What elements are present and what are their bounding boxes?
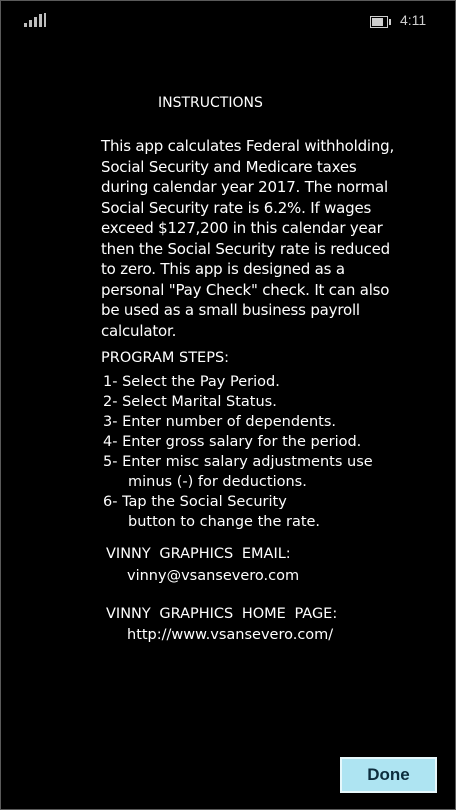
- instructions-heading: INSTRUCTIONS: [158, 95, 263, 111]
- program-steps-title: PROGRAM STEPS:: [101, 350, 230, 366]
- step-item-continued: button to change the rate.: [128, 514, 321, 530]
- description-line: Social Security rate is 6.2%. If wages: [101, 198, 372, 217]
- description-line: to zero. This app is designed as a: [101, 260, 345, 278]
- step-item: 3- Enter number of dependents.: [103, 414, 336, 430]
- description-paragraph: [101, 136, 393, 341]
- step-item-continued: minus (-) for deductions.: [128, 474, 307, 490]
- email-title: VINNY GRAPHICS EMAIL:: [106, 546, 291, 562]
- step-item: 4- Enter gross salary for the period.: [103, 434, 362, 450]
- email-address: vinny@vsansevero.com: [127, 568, 300, 584]
- home-page-url: http://www.vsansevero.com/: [127, 627, 334, 643]
- signal-icon: [24, 13, 46, 27]
- description-line: calculator.: [101, 321, 177, 340]
- battery-icon: [370, 16, 388, 28]
- program-steps-list: [103, 372, 373, 532]
- home-page-title: VINNY GRAPHICS HOME PAGE:: [106, 606, 338, 622]
- status-bar: [0, 0, 456, 40]
- description-line: be used as a small business payroll: [101, 301, 360, 319]
- description-line: then the Social Security rate is reduced: [101, 239, 390, 258]
- step-item: 2- Select Marital Status.: [103, 394, 277, 410]
- description-line: This app calculates Federal withholding,: [101, 137, 395, 155]
- description-line: during calendar year 2017. The normal: [101, 178, 388, 196]
- status-time: 4:11: [400, 12, 427, 28]
- done-button[interactable]: Done: [340, 757, 437, 793]
- step-item: 1- Select the Pay Period.: [103, 374, 280, 390]
- description-line: personal "Pay Check" check. It can also: [101, 280, 390, 299]
- step-item: 6- Tap the Social Security: [103, 494, 287, 510]
- step-item: 5- Enter misc salary adjustments use: [103, 454, 373, 470]
- description-line: Social Security and Medicare taxes: [101, 157, 357, 176]
- description-line: exceed $127,200 in this calendar year: [101, 219, 383, 237]
